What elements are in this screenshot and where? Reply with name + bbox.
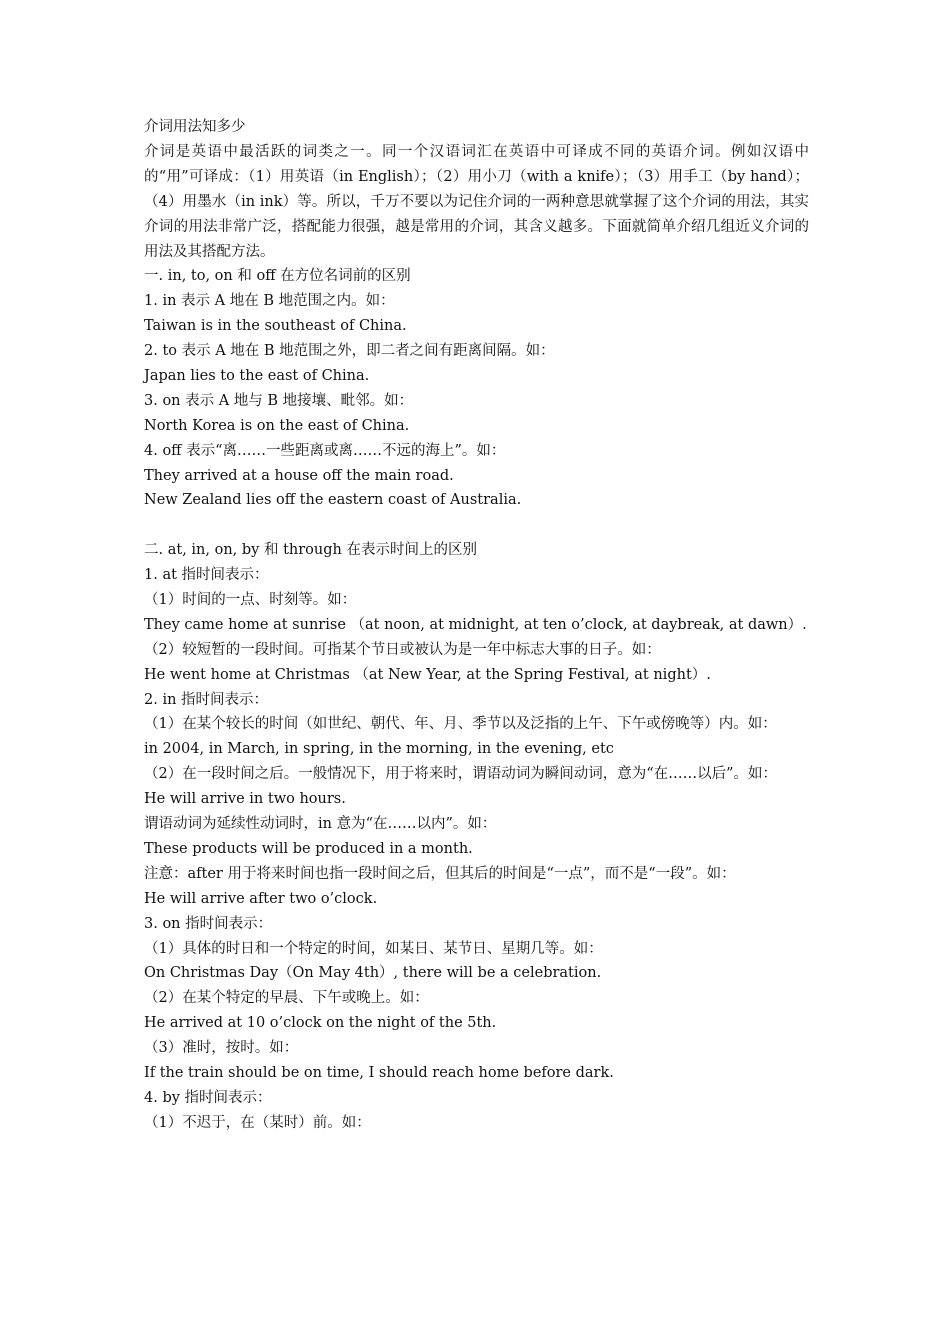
section-line: 2. in 指时间表示： (144, 691, 269, 708)
example-sentence: He went home at Christmas （at New Year, at the Spring Festival, at night）. (144, 666, 711, 683)
example-sentence: in 2004, in March, in spring, in the morning, in the evening, etc (144, 741, 614, 758)
example-sentence: He arrived at 10 o’clock on the night of the 5th. (144, 1015, 497, 1032)
example-sentence: If the train should be on time, I should reach home before dark. (144, 1064, 614, 1081)
example-sentence: Taiwan is in the southeast of China. (144, 318, 407, 335)
section-line: （3）准时，按时。如： (144, 1040, 299, 1057)
section-line: （1）在某个较长的时间（如世纪、朝代、年、月、季节以及泛指的上午、下午或傍晚等）内。如： (144, 716, 777, 733)
note-line: 注意：after 用于将来时间也指一段时间之后，但其后的时间是“一点”，而不是“一段”。如： (144, 865, 736, 882)
example-sentence: North Korea is on the east of China. (144, 417, 410, 434)
section-line: （2）在某个特定的早晨、下午或晚上。如： (144, 990, 429, 1007)
example-sentence: He will arrive in two hours. (144, 791, 346, 808)
section-line: 3. on 指时间表示： (144, 915, 273, 932)
section-line: 4. off 表示“离……一些距离或离……不远的海上”。如： (144, 442, 506, 459)
section-line: 1. in 表示 A 地在 B 地范围之内。如： (144, 293, 395, 310)
section-line: （1）具体的时日和一个特定的时间，如某日、某节日、星期几等。如： (144, 940, 603, 957)
section-line: 4. by 指时间表示： (144, 1089, 272, 1106)
example-sentence: They arrived at a house off the main road. (144, 467, 454, 484)
section-line: （1）不迟于，在（某时）前。如： (144, 1114, 371, 1131)
intro-paragraph: 介词是英语中最活跃的词类之一。同一个汉语词汇在英语中可译成不同的英语介词。例如汉语中的“用”可译成：（1）用英语（in English）；（2）用小刀（with a knife）；（3）用手工（by hand）；（4）用墨水（in ink）等。所以，千万不要以为记住介词的一两种意思就掌握了这个介词的用法，其实介词的用法非常广泛，搭配能力很强，越是常用的介词，其含义越多。下面就简单介绍几组近义介词的用法及其搭配方法。 (144, 143, 809, 260)
section-heading: 二. at, in, on, by 和 through 在表示时间上的区别 (144, 542, 477, 559)
section-line: 3. on 表示 A 地与 B 地接壤、毗邻。如： (144, 392, 414, 409)
section-heading: 一. in, to, on 和 off 在方位名词前的区别 (144, 268, 411, 285)
section-line: （2）较短暂的一段时间。可指某个节日或被认为是一年中标志大事的日子。如： (144, 641, 661, 658)
document-page (144, 115, 809, 1136)
section-line: （1）时间的一点、时刻等。如： (144, 592, 357, 608)
blank-line (144, 513, 809, 538)
document-title: 介词用法知多少 (144, 119, 246, 135)
section-line: 谓语动词为延续性动词时，in 意为“在……以内”。如： (144, 816, 497, 833)
example-sentence: He will arrive after two o’clock. (144, 890, 378, 907)
example-sentence: These products will be produced in a month. (144, 840, 473, 857)
example-sentence: Japan lies to the east of China. (144, 367, 370, 384)
example-sentence: New Zealand lies off the eastern coast of Australia. (144, 492, 522, 509)
section-line: 2. to 表示 A 地在 B 地范围之外，即二者之间有距离间隔。如： (144, 343, 555, 360)
section-line: 1. at 指时间表示： (144, 567, 269, 584)
section-line: （2）在一段时间之后。一般情况下，用于将来时，谓语动词为瞬间动词，意为“在……以后”。如： (144, 766, 778, 783)
example-sentence: On Christmas Day（On May 4th）, there will be a celebration. (144, 965, 602, 982)
example-sentence: They came home at sunrise （at noon, at midnight, at ten o’clock, at daybreak, at dawn）. (144, 616, 807, 633)
